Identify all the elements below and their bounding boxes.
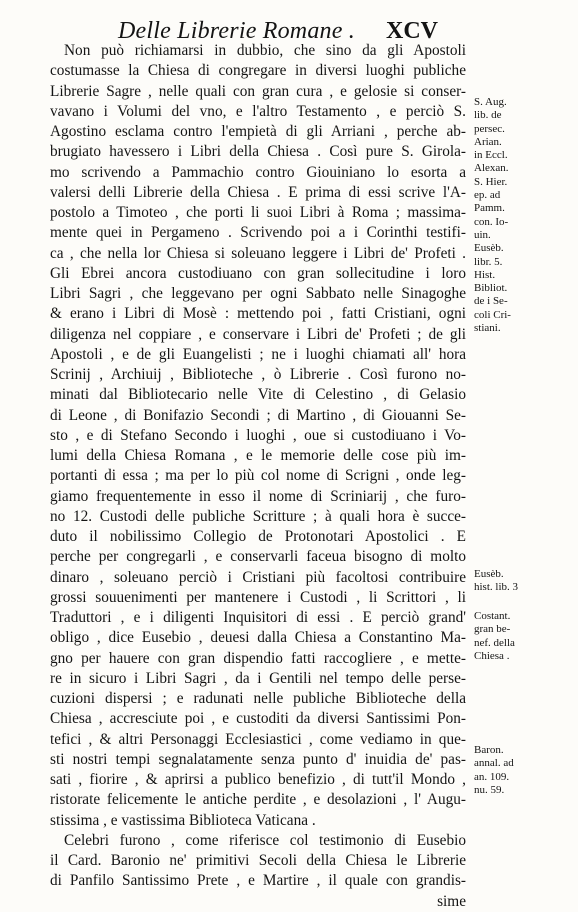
margin-note-line: ep. ad [474, 189, 501, 202]
margin-note-line: S. Hier. [474, 175, 508, 188]
catchword: sime [437, 892, 466, 910]
text-line: Agostino esclama contro l'empietà di gli Arriani , perche ab- [50, 123, 466, 140]
margin-note-eusebius [474, 568, 534, 595]
margin-note-line: S. Aug. [474, 96, 507, 108]
text-line: Non può richiamarsi in dubbio, che sino da gli Apostoli [64, 42, 466, 59]
margin-note-line: gran be- [474, 623, 511, 636]
text-line: Librerie Sagre , nelle quali con gran cura , e gelosie si conser- [50, 82, 466, 100]
text-line: grossi souuenimenti per mantenere i Custodi , li Scrittori , li [50, 588, 466, 606]
text-line: ca , che nella lor Chiesa si soleuano leggere i Libri de' Profeti . [50, 244, 466, 262]
text-line: sti nostri tempi segnalatamente senza punto d' inuidia de' pas- [50, 750, 466, 768]
text-line: minati dal Bibliotecario nelle Vite di Celestino , di Gelasio [50, 386, 466, 404]
text-line: Scrinij , Archiuij , Biblioteche , ò Librerie . Così furono no- [50, 366, 466, 383]
margin-note-line: Alexan. [474, 162, 509, 175]
text-line: diligenza nel coppiare , e conservare i Libri de' Profeti ; de gli [50, 325, 466, 343]
text-line: tefici , & altri Personaggi Ecclesiastici , come vediamo in que- [50, 730, 466, 748]
text-line: lumi della Chiesa Romana , e le memorie delle cose più im- [50, 447, 466, 464]
body-text [50, 41, 466, 912]
margin-note-line: con. Io- [474, 215, 509, 228]
margin-note-line: nu. 59. [474, 783, 505, 796]
text-line: & erano i Libri di Mosè : mettendo poi , fatti Cristiani, ogni [50, 305, 466, 323]
margin-note-line: Baron. [474, 744, 504, 756]
text-line: ristorate felicemente le antiche perdite , e desolazioni , l' Augu- [50, 791, 466, 809]
text-line: sto , e di Stefano Secondo i luoghi , oue si custodiuano i Vo- [50, 426, 466, 444]
text-line: Celebri furono , come riferisce col testimonio di Eusebio [64, 831, 466, 849]
text-line: di Leone , di Bonifazio Secondi ; di Martino , di Giouanni Se- [50, 406, 466, 424]
text-line: dinaro , soleuano perciò i Cristiani più facoltosi contribuire [50, 568, 466, 586]
margin-note-line: Eusèb. [474, 242, 504, 255]
margin-note-line: Hist. [474, 268, 496, 281]
text-line: mente quei in Pergameno . Scrivendo poi a i Corinthi testifi- [50, 224, 466, 242]
margin-note-augustine [474, 96, 534, 335]
text-line: costumasse la Chiesa di congregare in diversi luoghi publiche [50, 62, 466, 80]
text-line: gno per hauere con gran dispendio fatti raccogliere , e mette- [50, 649, 466, 667]
text-line: Traduttori , e i diligenti Inquisitori di essi . E perciò grand' [50, 609, 466, 626]
margin-note-constantine [474, 610, 534, 663]
text-line: Gli Ebrei ancora custodiuano con gran sollecitudine i loro [50, 264, 466, 282]
text-line: duto il nobilissimo Collegio de Protonotari Apostolici . E [50, 528, 466, 545]
margin-note-line: Eusèb. [474, 568, 504, 580]
margin-note-line: Bibliot. [474, 282, 508, 295]
margin-note-line: persec. [474, 122, 505, 135]
text-line: portanti di essa ; ma per lo più col nome di Scrigni , onde leg- [50, 467, 466, 485]
margin-note-line: lib. de [474, 109, 502, 122]
margin-note-line: Arian. [474, 135, 502, 148]
text-line: Apostoli , e de gli Euangelisti ; ne i luoghi chiamati all' hora [50, 345, 466, 363]
margin-note-line: libr. 5. [474, 255, 503, 268]
text-line: giamo frequentemente in esso il nome di Scriniarij , che furo- [50, 487, 466, 505]
text-line: perche per congregarli , e conservarli faceua bisogno di molto [50, 548, 466, 566]
margin-note-baronius [474, 744, 534, 797]
text-line: di Panfilo Santissimo Prete , e Martire , il quale con grandis- [50, 872, 466, 890]
text-line: Chiesa , accresciute poi , e custoditi da diversi Santissimi Pon- [50, 710, 466, 728]
margin-note-line: annal. ad [474, 757, 514, 770]
text-line: brugiato havessero i Libri della Chiesa . Così pure S. Girola- [50, 143, 466, 161]
text-line: mo scrivendo a Pammachio contro Giouiniano lo esorta a [50, 163, 466, 181]
text-line: Libri Sagri , che leggevano per ogni Sabbato nelle Sinagoghe [50, 285, 466, 302]
text-line: postolo a Timoteo , che porti li suoi Libri à Roma ; massima- [50, 204, 466, 221]
margin-note-line: uin. [474, 228, 491, 241]
text-line: sati , fiorire , & aprirsi a publico benefizio , di tutt'il Mondo , [50, 771, 466, 788]
margin-note-line: an. 109. [474, 770, 510, 783]
margin-note-line: coli Cri- [474, 308, 511, 321]
text-line: cuzioni dispersi ; e radunati nelle publiche Biblioteche della [50, 690, 466, 707]
margin-note-line: nef. della [474, 636, 515, 649]
text-line: il Card. Baronio ne' primitivi Secoli della Chiesa le Librerie [50, 852, 466, 869]
text-line: valersi delli Librerie della Chiesa . E prima di essi scrive l'A- [50, 183, 466, 201]
text-line: obligo , dice Eusebio , deuesi dalla Chiesa a Constantino Ma- [50, 629, 466, 647]
margin-note-line: hist. lib. 3 [474, 581, 519, 594]
text-line: no 12. Custodi delle publiche Scritture ; à quali hora è succe- [50, 507, 466, 525]
margin-note-line: Chiesa . [474, 649, 510, 662]
page-number: XCV [386, 18, 438, 44]
text-line: vavano i Volumi del vno, e l'altro Testamento , e perciò S. [50, 102, 466, 120]
margin-note-line: Costant. [474, 610, 511, 622]
margin-note-line: stiani. [474, 322, 501, 335]
running-title: Delle Librerie Romane . [118, 18, 355, 44]
margin-note-line: Pamm. [474, 202, 505, 215]
text-line: re in sicuro i Libri Sagri , da i Gentili nel tempo delle perse- [50, 669, 466, 687]
margin-note-line: in Eccl. [474, 149, 508, 162]
text-line: stissima , e vastissima Biblioteca Vaticana . [50, 811, 316, 829]
margin-note-line: de i Se- [474, 295, 508, 308]
